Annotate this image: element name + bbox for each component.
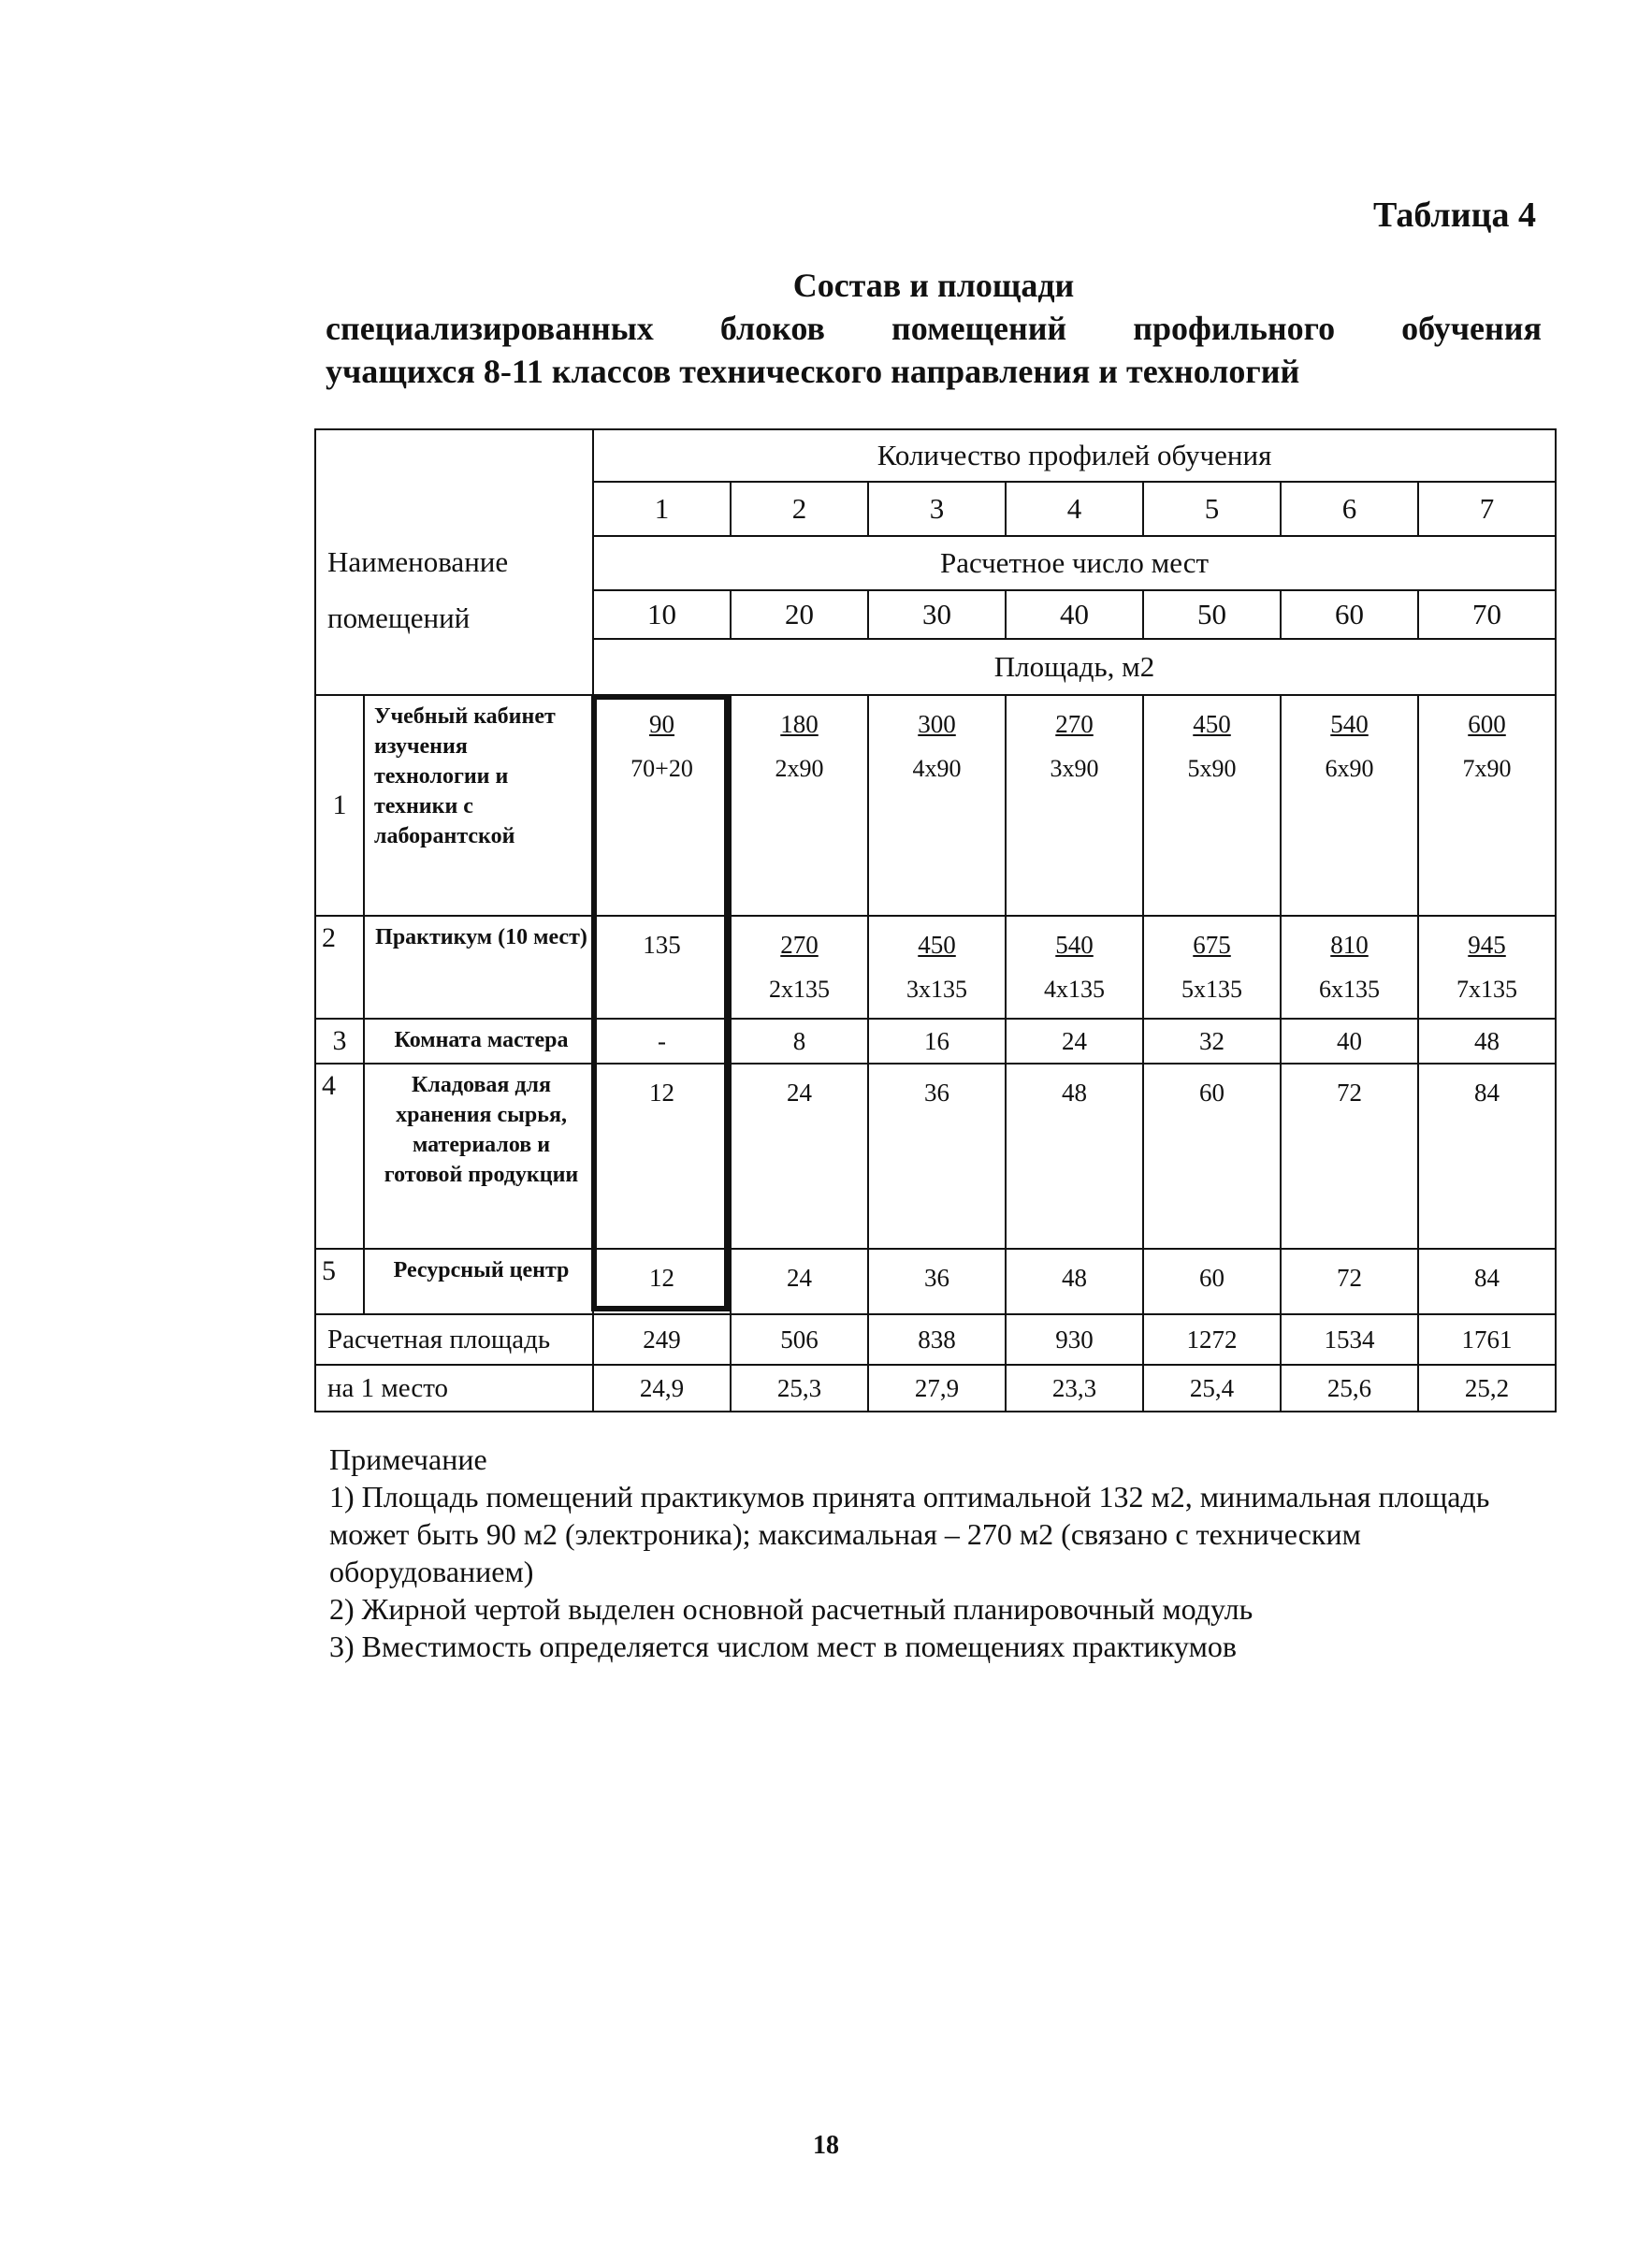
row-name: Практикум (10 мест) <box>364 916 593 1019</box>
value-main: 675 <box>1193 931 1231 959</box>
value-main: 300 <box>918 710 956 738</box>
value-cell <box>868 916 1006 1019</box>
value-formula: 6х90 <box>1325 755 1374 782</box>
row-name: Комната мастера <box>364 1019 593 1064</box>
document-title <box>326 264 1542 393</box>
value-cell: 12 <box>593 1249 731 1314</box>
value-cell: 36 <box>868 1249 1006 1314</box>
header-places-2: 20 <box>731 590 868 639</box>
value-main: 540 <box>1055 931 1094 959</box>
per-place-row <box>315 1365 1556 1412</box>
value-cell: 36 <box>868 1064 1006 1249</box>
value-cell <box>1006 916 1143 1019</box>
per-place-value: 27,9 <box>868 1365 1006 1412</box>
per-place-value: 25,2 <box>1418 1365 1556 1412</box>
value-cell <box>1006 695 1143 916</box>
value-formula: 70+20 <box>630 755 693 782</box>
header-places-7: 70 <box>1418 590 1556 639</box>
value-cell: 24 <box>1006 1019 1143 1064</box>
row-name: Кладовая для хранения сырья, материалов и готовой продукции <box>364 1064 593 1249</box>
value-formula: 2х135 <box>769 976 831 1003</box>
title-line-2: специализированных блоков помещений профильного обучения <box>326 310 1542 347</box>
header-profile-4: 4 <box>1006 482 1143 536</box>
table-row <box>315 916 1556 1019</box>
total-area-value: 1272 <box>1143 1314 1281 1365</box>
total-area-label: Расчетная площадь <box>315 1314 593 1365</box>
total-area-value: 249 <box>593 1314 731 1365</box>
total-area-value: 1534 <box>1281 1314 1418 1365</box>
value-main: 90 <box>649 710 675 738</box>
header-places-3: 30 <box>868 590 1006 639</box>
value-cell: 24 <box>731 1249 868 1314</box>
total-area-value: 1761 <box>1418 1314 1556 1365</box>
table-row <box>315 1019 1556 1064</box>
notes-section <box>329 1441 1564 1665</box>
header-profiles-title: Количество профилей обучения <box>593 429 1556 482</box>
value-formula: 4х135 <box>1044 976 1106 1003</box>
value-main: 600 <box>1468 710 1506 738</box>
area-table <box>314 428 1557 1412</box>
value-cell <box>593 695 731 916</box>
note-item: 1) Площадь помещений практикумов принята оптимальной 132 м2, минимальная площадь может быть 90 м2 (электроника); максимальная – 270 м2 (связано с техническим оборудованием) <box>329 1480 1490 1588</box>
value-cell: 72 <box>1281 1064 1418 1249</box>
value-cell: 16 <box>868 1019 1006 1064</box>
value-cell <box>1418 916 1556 1019</box>
per-place-value: 25,3 <box>731 1365 868 1412</box>
row-name: Учебный кабинет изучения технологии и техники с лаборантской <box>364 695 593 916</box>
header-name-line1: Наименование <box>327 545 509 578</box>
value-cell <box>1143 695 1281 916</box>
header-room-name <box>315 429 593 695</box>
header-profile-6: 6 <box>1281 482 1418 536</box>
value-main: 180 <box>780 710 819 738</box>
value-cell: 48 <box>1418 1019 1556 1064</box>
value-formula: 3х135 <box>906 976 968 1003</box>
value-main: 270 <box>1055 710 1094 738</box>
table-row <box>315 695 1556 916</box>
title-line-3: учащихся 8-11 классов технического направления и технологий <box>326 353 1300 390</box>
total-area-value: 930 <box>1006 1314 1143 1365</box>
value-cell <box>1418 695 1556 916</box>
total-area-value: 838 <box>868 1314 1006 1365</box>
value-formula: 6х135 <box>1319 976 1381 1003</box>
value-cell: 24 <box>731 1064 868 1249</box>
table-row <box>315 1249 1556 1314</box>
per-place-label: на 1 место <box>315 1365 593 1412</box>
value-cell: 32 <box>1143 1019 1281 1064</box>
header-area-title: Площадь, м2 <box>593 639 1556 695</box>
value-cell: 48 <box>1006 1249 1143 1314</box>
value-cell: 84 <box>1418 1249 1556 1314</box>
value-main: 450 <box>1193 710 1231 738</box>
value-main: 540 <box>1330 710 1369 738</box>
per-place-value: 25,4 <box>1143 1365 1281 1412</box>
value-main: 135 <box>643 931 681 959</box>
value-cell: 72 <box>1281 1249 1418 1314</box>
row-number: 3 <box>315 1019 364 1064</box>
header-profile-5: 5 <box>1143 482 1281 536</box>
title-line-1: Состав и площади <box>792 267 1075 304</box>
row-number: 4 <box>315 1064 364 1249</box>
value-cell <box>1281 916 1418 1019</box>
value-cell <box>1143 916 1281 1019</box>
header-profile-7: 7 <box>1418 482 1556 536</box>
totals-row <box>315 1314 1556 1365</box>
value-formula: 5х135 <box>1181 976 1243 1003</box>
value-cell: 48 <box>1006 1064 1143 1249</box>
value-cell <box>1281 695 1418 916</box>
value-cell: 84 <box>1418 1064 1556 1249</box>
header-places-title: Расчетное число мест <box>593 536 1556 590</box>
header-places-5: 50 <box>1143 590 1281 639</box>
value-formula: 4х90 <box>912 755 962 782</box>
value-cell <box>868 695 1006 916</box>
table-row <box>315 1064 1556 1249</box>
value-cell <box>731 916 868 1019</box>
value-cell: 60 <box>1143 1064 1281 1249</box>
table-number: Таблица 4 <box>1372 196 1536 235</box>
header-profile-2: 2 <box>731 482 868 536</box>
total-area-value: 506 <box>731 1314 868 1365</box>
per-place-value: 25,6 <box>1281 1365 1418 1412</box>
value-main: 945 <box>1468 931 1506 959</box>
value-formula: 3х90 <box>1050 755 1099 782</box>
value-cell: 60 <box>1143 1249 1281 1314</box>
header-places-1: 10 <box>593 590 731 639</box>
value-cell: 40 <box>1281 1019 1418 1064</box>
note-item: 2) Жирной чертой выделен основной расчетный планировочный модуль <box>329 1592 1253 1626</box>
value-formula: 5х90 <box>1187 755 1237 782</box>
header-profile-1: 1 <box>593 482 731 536</box>
value-cell <box>731 695 868 916</box>
value-main: 270 <box>780 931 819 959</box>
page-number: 18 <box>813 2131 839 2160</box>
value-main: 450 <box>918 931 956 959</box>
row-number: 5 <box>315 1249 364 1314</box>
value-cell <box>593 916 731 1019</box>
value-cell: 12 <box>593 1064 731 1249</box>
row-number: 1 <box>315 695 364 916</box>
value-formula: 2х90 <box>775 755 824 782</box>
per-place-value: 24,9 <box>593 1365 731 1412</box>
header-places-6: 60 <box>1281 590 1418 639</box>
value-formula: 7х135 <box>1456 976 1518 1003</box>
notes-heading: Примечание <box>329 1442 487 1476</box>
header-name-line2: помещений <box>327 601 471 634</box>
value-main: 810 <box>1330 931 1369 959</box>
header-places-4: 40 <box>1006 590 1143 639</box>
header-profile-3: 3 <box>868 482 1006 536</box>
row-number: 2 <box>315 916 364 1019</box>
value-cell: 8 <box>731 1019 868 1064</box>
row-name: Ресурсный центр <box>364 1249 593 1314</box>
value-cell: - <box>593 1019 731 1064</box>
per-place-value: 23,3 <box>1006 1365 1143 1412</box>
note-item: 3) Вместимость определяется числом мест в помещениях практикумов <box>329 1629 1237 1663</box>
value-formula: 7х90 <box>1462 755 1512 782</box>
